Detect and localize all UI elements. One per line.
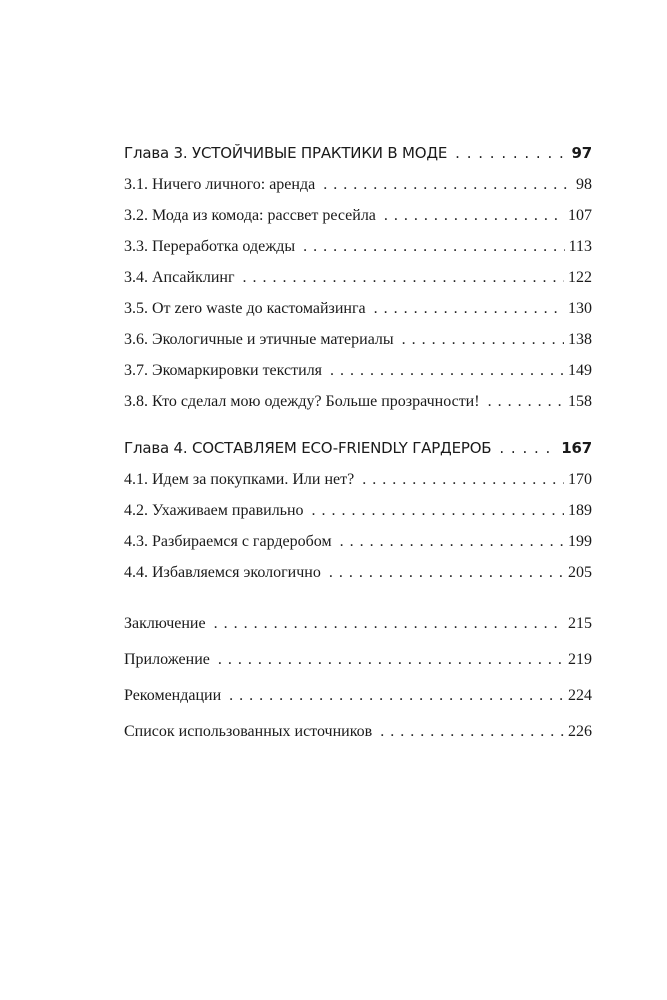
dot-leader: [329, 557, 564, 588]
page-number: 130: [568, 300, 592, 317]
dot-leader: [323, 169, 572, 200]
page-number: 97: [571, 144, 592, 162]
dot-leader: [362, 464, 564, 495]
section-title: Заключение: [124, 615, 206, 632]
page-number: 189: [568, 502, 592, 519]
back-matter-group: [124, 606, 592, 750]
dot-leader: [303, 231, 564, 262]
section-title: 3.8. Кто сделал мою одежду? Больше прозрачности!: [124, 393, 480, 410]
dot-leader: [340, 526, 564, 557]
toc-entry: [124, 464, 592, 495]
section-title: 3.4. Апсайклинг: [124, 269, 235, 286]
page-number: 215: [568, 615, 592, 632]
page-number: 219: [568, 651, 592, 668]
page-number: 122: [568, 269, 592, 286]
section-title: 3.2. Мода из комода: рассвет ресейла: [124, 207, 376, 224]
chapter-heading: [124, 433, 592, 464]
section-title: 3.6. Экологичные и этичные материалы: [124, 331, 394, 348]
dot-leader: [402, 324, 564, 355]
section-title: 3.1. Ничего личного: аренда: [124, 176, 316, 193]
chapter-title: СОСТАВЛЯЕМ ECO-FRIENDLY ГАРДЕРОБ: [192, 439, 492, 457]
page-number: 167: [561, 439, 592, 457]
chapter-label: [124, 138, 447, 169]
section-title: 4.1. Идем за покупками. Или нет?: [124, 471, 355, 488]
chapter-label: [124, 433, 491, 464]
section-title: Рекомендации: [124, 687, 222, 704]
chapter-prefix: Глава 4.: [124, 439, 188, 457]
section-title: 3.7. Экомаркировки текстиля: [124, 362, 323, 379]
dot-leader: [312, 495, 564, 526]
chapter-prefix: Глава 3.: [124, 144, 188, 162]
toc-entry: [124, 200, 592, 231]
toc-entry: [124, 293, 592, 324]
section-title: 4.3. Разбираемся с гардеробом: [124, 533, 332, 550]
chapter-4-group: [124, 433, 592, 588]
toc-entry: [124, 386, 592, 417]
page-number: 158: [568, 393, 592, 410]
dot-leader: [374, 293, 564, 324]
table-of-contents: [124, 138, 592, 750]
page-number: 226: [568, 723, 592, 740]
dot-leader: [488, 386, 564, 417]
toc-entry: [124, 557, 592, 588]
toc-entry: [124, 495, 592, 526]
section-title: 4.4. Избавляемся экологично: [124, 564, 321, 581]
section-title: 3.5. От zero waste до кастомайзинга: [124, 300, 366, 317]
toc-entry: [124, 606, 592, 642]
page-number: 138: [568, 331, 592, 348]
toc-entry: [124, 355, 592, 386]
toc-entry: [124, 262, 592, 293]
page-number: 199: [568, 533, 592, 550]
dot-leader: [243, 262, 564, 293]
section-title: 3.3. Переработка одежды: [124, 238, 296, 255]
page-number: 98: [576, 176, 592, 193]
section-title: Приложение: [124, 651, 210, 668]
dot-leader: [330, 355, 564, 386]
page-number: 113: [568, 238, 592, 255]
page-number: 224: [568, 687, 592, 704]
dot-leader: [214, 606, 564, 642]
section-title: 4.2. Ухаживаем правильно: [124, 502, 304, 519]
page-number: 149: [568, 362, 592, 379]
dot-leader: [499, 433, 557, 464]
chapter-3-group: [124, 138, 592, 417]
toc-entry: [124, 169, 592, 200]
dot-leader: [384, 200, 564, 231]
section-title: Список использованных источников: [124, 723, 373, 740]
chapter-heading: [124, 138, 592, 169]
dot-leader: [380, 714, 564, 750]
chapter-title: УСТОЙЧИВЫЕ ПРАКТИКИ В МОДЕ: [192, 144, 448, 162]
page-number: 205: [568, 564, 592, 581]
dot-leader: [229, 678, 564, 714]
dot-leader: [218, 642, 564, 678]
page-number: 170: [568, 471, 592, 488]
dot-leader: [455, 138, 567, 169]
page-number: 107: [568, 207, 592, 224]
toc-entry: [124, 714, 592, 750]
toc-entry: [124, 642, 592, 678]
toc-entry: [124, 526, 592, 557]
toc-entry: [124, 231, 592, 262]
toc-entry: [124, 324, 592, 355]
toc-entry: [124, 678, 592, 714]
